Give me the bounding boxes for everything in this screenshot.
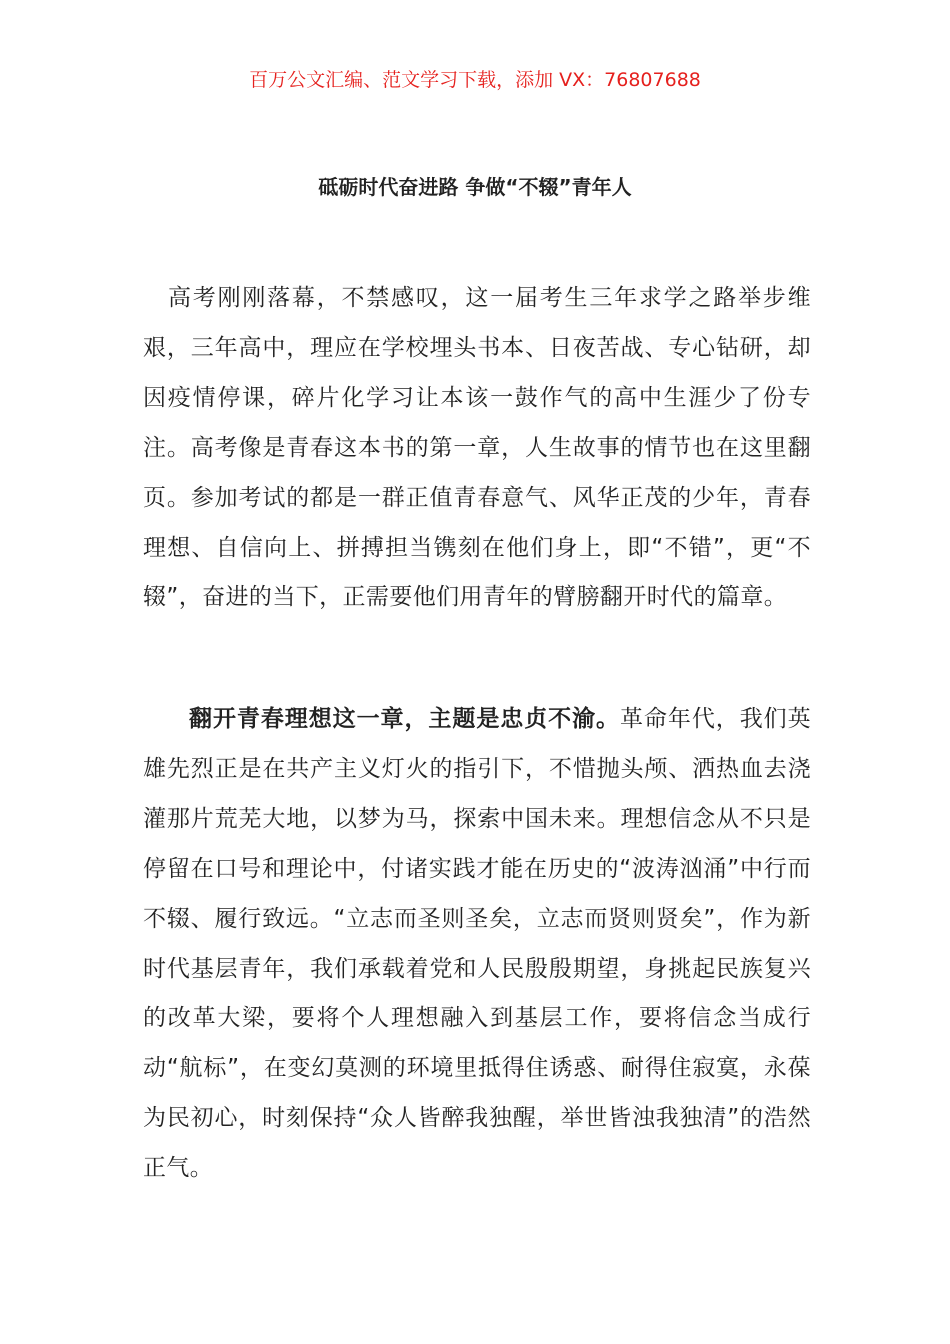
paragraph-text: 革命年代，我们英雄先烈正是在共产主义灯火的指引下，不惜抛头颅、洒热血去浇灌那片荒芜大地，以梦为马，探索中国未来。理想信念从不只是停留在口号和理论中，付诸实践才能在历史的“波涛汹涌”中行而不辍、履行致远。“立志而圣则圣矣，立志而贤则贤矣”，作为新时代基层青年，我们承载着党和人民殷殷期望，身挑起民族复兴的改革大梁，要将个人理想融入到基层工作，要将信念当成行动“航标”，在变幻莫测的环境里抵得住诱惑、耐得住寂寞，永葆为民初心，时刻保持“众人皆醉我独醒，举世皆浊我独清”的浩然正气。	[143, 706, 812, 1182]
paragraph-lead-bold: 翻开青春理想这一章，主题是忠贞不渝。	[189, 706, 620, 732]
paragraph-ideals	[143, 695, 811, 1194]
header-note: 百万公文汇编、范文学习下载，添加 VX：76807688	[249, 69, 701, 91]
paragraph-intro	[143, 274, 811, 623]
paragraph-text: 高考刚刚落幕，不禁感叹，这一届考生三年求学之路举步维艰，三年高中，理应在学校埋头书本、日夜苦战、专心钻研，却因疫情停课，碎片化学习让本该一鼓作气的高中生涯少了份专注。高考像是青春这本书的第一章，人生故事的情节也在这里翻页。参加考试的都是一群正值青春意气、风华正茂的少年，青春理想、自信向上、拼搏担当镌刻在他们身上，即“不错”，更“不辍”，奋进的当下，正需要他们用青年的臂膀翻开时代的篇章。	[143, 285, 811, 611]
document-title: 砥砺时代奋进路 争做“不辍”青年人	[318, 175, 632, 199]
